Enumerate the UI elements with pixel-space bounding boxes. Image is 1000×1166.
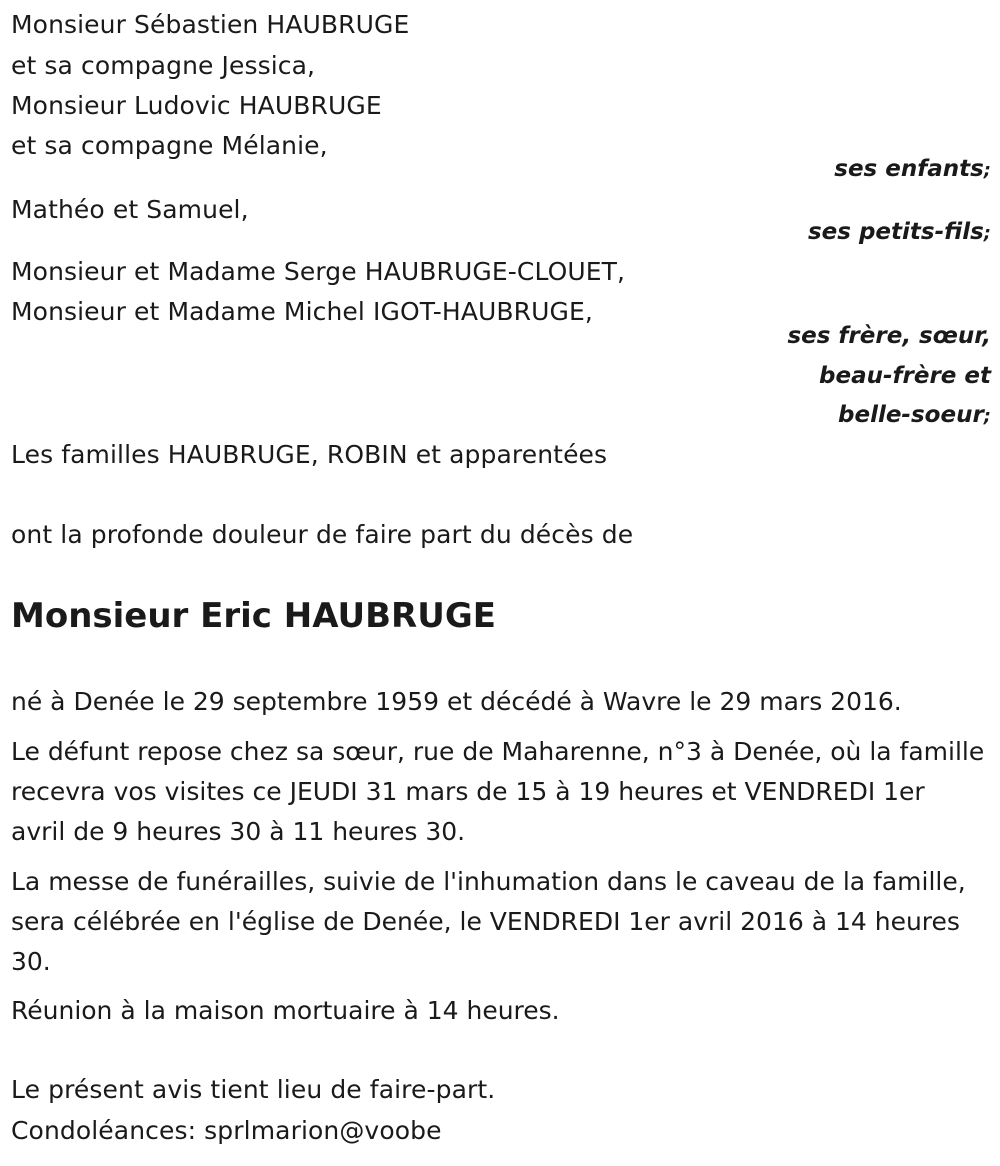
role-siblings-line-1: ses frère, sœur, <box>787 323 991 349</box>
family-line-sibling-2: Monsieur et Madame Michel IGOT-HAUBRUGE, <box>11 297 593 326</box>
family-line-sibling-1: Monsieur et Madame Serge HAUBRUGE-CLOUET, <box>11 257 626 286</box>
role-semicolon: ; <box>983 406 991 427</box>
role-grandchildren-label: ses petits-fils <box>807 219 984 245</box>
family-line-grandchildren: Mathéo et Samuel, <box>11 195 249 224</box>
condolences-text: Condoléances: sprlmarion@voobe <box>11 1116 442 1145</box>
role-siblings-line-3 <box>838 400 991 432</box>
family-line-child-1-partner: et sa compagne Jessica, <box>11 51 316 80</box>
announcement-text: ont la profonde douleur de faire part du décès de <box>11 520 634 549</box>
family-line-child-2: Monsieur Ludovic HAUBRUGE <box>11 91 382 120</box>
notice-text: Le présent avis tient lieu de faire-part. <box>11 1075 496 1104</box>
role-siblings-line-2: beau-frère et <box>819 363 991 389</box>
family-line-child-1: Monsieur Sébastien HAUBRUGE <box>11 10 410 39</box>
role-siblings-label: belle-soeur <box>838 402 984 428</box>
meeting-text: Réunion à la maison mortuaire à 14 heures. <box>11 996 560 1025</box>
family-line-child-2-partner: et sa compagne Mélanie, <box>11 131 328 160</box>
role-semicolon: ; <box>983 223 991 244</box>
family-line-families: Les familles HAUBRUGE, ROBIN et apparentées <box>11 440 608 469</box>
birth-death-text: né à Denée le 29 septembre 1959 et décédé à Wavre le 29 mars 2016. <box>11 687 902 716</box>
role-grandchildren <box>808 217 991 249</box>
funeral-text: La messe de funérailles, suivie de l'inhumation dans le caveau de la famille, sera célébrée en l'église de Denée, le VENDREDI 1er avril 2016 à 14 heures 30. <box>11 867 966 976</box>
role-children <box>834 154 991 186</box>
role-children-label: ses enfants <box>834 156 984 182</box>
visits-text: Le défunt repose chez sa sœur, rue de Maharenne, n°3 à Denée, où la famille recevra vos visites ce JEUDI 31 mars de 15 à 19 heures et VENDREDI 1er avril de 9 heures 30 à 11 heures 30. <box>11 737 985 846</box>
role-semicolon: ; <box>983 160 991 181</box>
deceased-name: Monsieur Eric HAUBRUGE <box>11 596 496 636</box>
